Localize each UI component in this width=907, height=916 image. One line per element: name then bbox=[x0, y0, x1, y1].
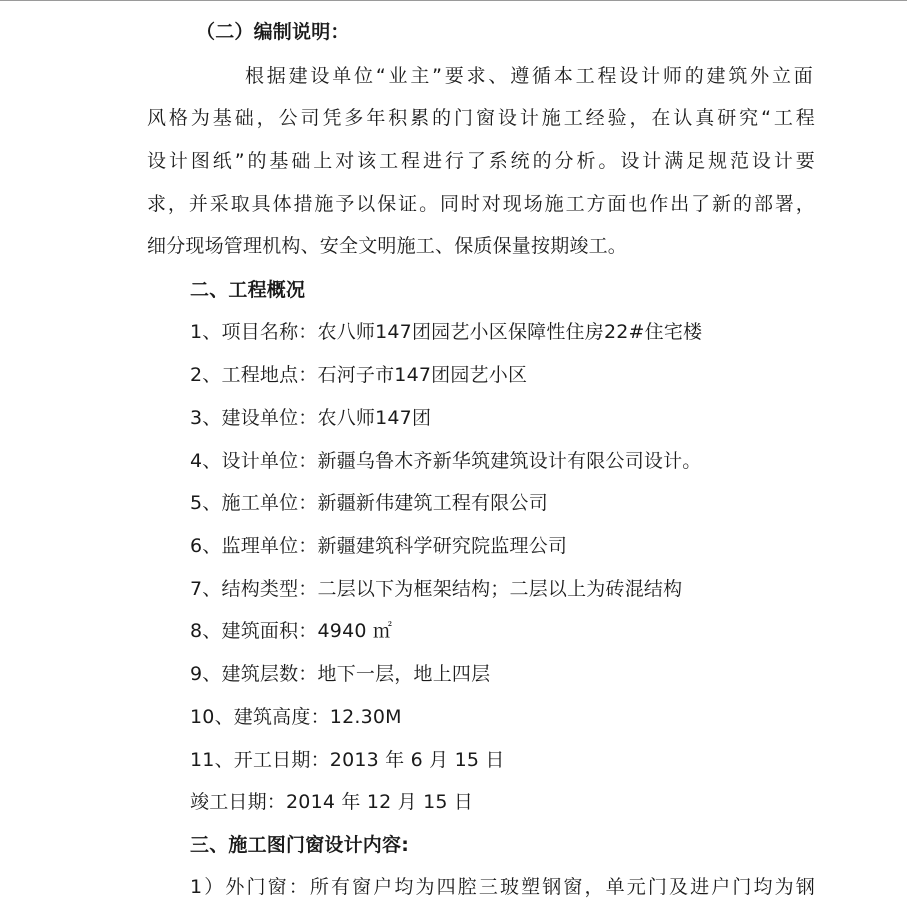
paragraph-line-4: 求，并采取具体措施予以保证。同时对现场施工方面也作出了新的部署， bbox=[147, 193, 815, 215]
list-item-supervisor: 6、监理单位：新疆建筑科学研究院监理公司 bbox=[190, 535, 568, 557]
list-item-project-location: 2、工程地点：石河子市147团园艺小区 bbox=[190, 364, 528, 386]
paragraph-line-2: 风格为基础，公司凭多年积累的门窗设计施工经验，在认真研究“工程 bbox=[147, 107, 815, 129]
section-heading-door-window-design: 三、施工图门窗设计内容: bbox=[190, 834, 409, 856]
list-item-floor-area: 8、建筑面积：4940 ㎡ bbox=[190, 620, 393, 642]
paragraph-line-exterior-doors-windows: 1）外门窗：所有窗户均为四腔三玻塑钢窗，单元门及进户门均为钢 bbox=[190, 876, 815, 898]
list-item-designer: 4、设计单位：新疆乌鲁木齐新华筑建筑设计有限公司设计。 bbox=[190, 450, 702, 472]
list-item-height: 10、建筑高度：12.30M bbox=[190, 706, 402, 728]
list-item-completion-date: 竣工日期：2014 年 12 月 15 日 bbox=[190, 791, 474, 813]
paragraph-line-3: 设计图纸”的基础上对该工程进行了系统的分析。设计满足规范设计要 bbox=[147, 150, 815, 172]
paragraph-line-5: 细分现场管理机构、安全文明施工、保质保量按期竣工。 bbox=[147, 235, 628, 257]
list-item-floors: 9、建筑层数：地下一层，地上四层 bbox=[190, 663, 491, 685]
list-item-structure-type: 7、结构类型：二层以下为框架结构；二层以上为砖混结构 bbox=[190, 578, 683, 600]
list-item-start-date: 11、开工日期：2013 年 6 月 15 日 bbox=[190, 749, 505, 771]
list-item-contractor: 5、施工单位：新疆新伟建筑工程有限公司 bbox=[190, 492, 548, 514]
section-heading-project-overview: 二、工程概况 bbox=[190, 279, 306, 301]
page-top-border bbox=[0, 0, 907, 1]
paragraph-line-1: 根据建设单位“业主”要求、遵循本工程设计师的建筑外立面 bbox=[245, 65, 813, 87]
section-heading-compilation-notes: （二）编制说明： bbox=[196, 21, 350, 43]
list-item-project-name: 1、项目名称：农八师147团园艺小区保障性住房22#住宅楼 bbox=[190, 321, 703, 343]
list-item-owner: 3、建设单位：农八师147团 bbox=[190, 407, 432, 429]
